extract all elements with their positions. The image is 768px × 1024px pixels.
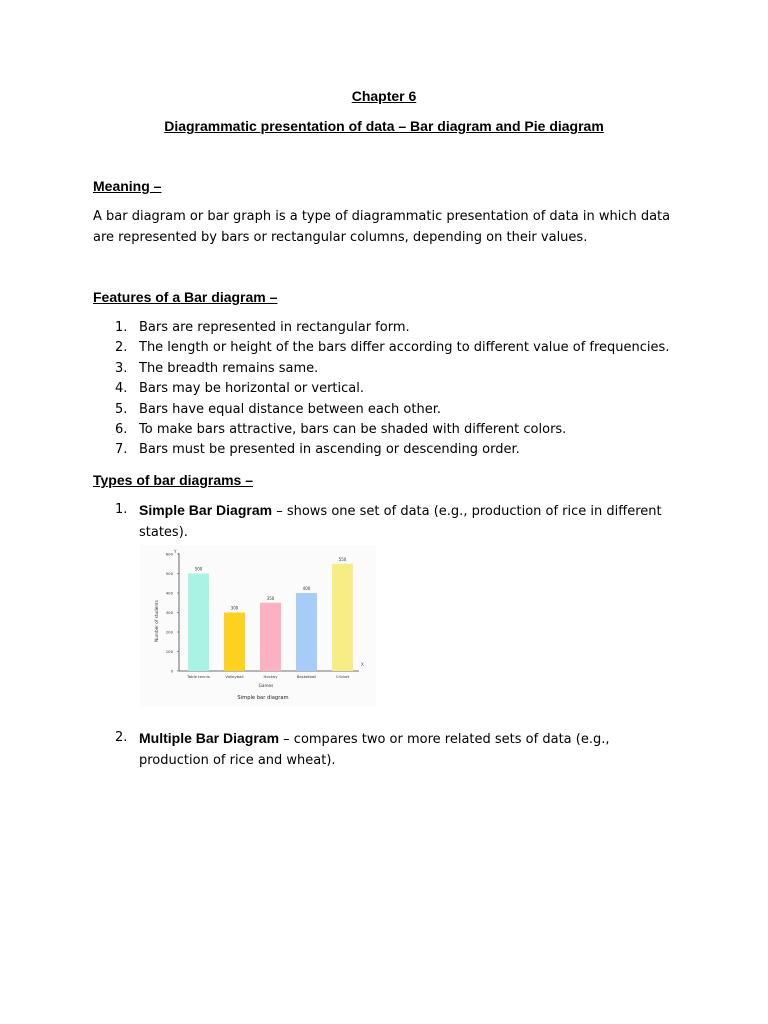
x-tick-label: Basketball (296, 674, 317, 679)
type-description: – compares two or more related sets of data (e.g., production of rice and wheat). (139, 732, 610, 768)
list-item-text: Bars must be presented in ascending or descending order. (139, 442, 520, 458)
list-item-text: Bars may be horizontal or vertical. (139, 381, 364, 397)
bar (332, 564, 353, 671)
type-title: Multiple Bar Diagram (139, 730, 280, 746)
x-tick-label: Cricket (335, 674, 350, 679)
list-item (93, 400, 669, 420)
y-tick-label: 400 (165, 590, 173, 596)
list-item (93, 379, 669, 399)
x-tick-label: Table tennis (187, 674, 210, 679)
y-tick-label: 600 (165, 551, 173, 557)
list-item (93, 318, 669, 338)
meaning-paragraph: A bar diagram or bar graph is a type of diagrammatic presentation of data in which data are represented by bars or rectangular columns, depending on their values. (93, 209, 671, 245)
bar (224, 613, 245, 672)
simple-bar-chart-figure (140, 545, 376, 707)
list-item-text: Bars are represented in rectangular form. (139, 320, 410, 335)
list-number: 3. (115, 360, 128, 376)
bar-value-label: 300 (230, 605, 239, 611)
type-item-multiple (93, 728, 683, 771)
bar (260, 603, 281, 671)
bar-value-label: 550 (338, 556, 347, 562)
features-heading: Features of a Bar diagram – (93, 289, 278, 305)
y-tick-label: 100 (165, 649, 173, 654)
list-item (93, 440, 669, 460)
list-item (93, 338, 669, 358)
bar (296, 593, 317, 671)
list-item (93, 420, 669, 440)
list-number: 7. (115, 442, 128, 458)
bar-chart (140, 545, 376, 707)
bar-value-label: 400 (302, 586, 311, 591)
list-item-text: To make bars attractive, bars can be shaded with different colors. (139, 422, 567, 438)
list-item-text: The breadth remains same. (139, 360, 319, 376)
types-heading: Types of bar diagrams – (93, 472, 254, 488)
list-item-text: The length or height of the bars differ according to different value of frequencies. (139, 340, 670, 356)
meaning-heading: Meaning – (93, 178, 162, 194)
x-axis-title: Games (258, 683, 274, 688)
list-number: 2. (115, 340, 128, 356)
list-number: 4. (115, 381, 128, 397)
y-tick-label: 300 (165, 610, 173, 615)
list-item (93, 359, 669, 379)
list-number: 1. (115, 502, 128, 517)
list-number: 2. (115, 730, 128, 745)
type-title: Simple Bar Diagram (139, 502, 273, 518)
chapter-heading: Chapter 6 (351, 88, 417, 104)
bar-value-label: 350 (266, 595, 275, 601)
bar-value-label: 500 (194, 566, 203, 572)
y-tick-label: 200 (165, 629, 173, 635)
y-tick-label: 500 (165, 571, 173, 576)
bar (188, 574, 209, 672)
list-item-text: Bars have equal distance between each other. (139, 401, 441, 417)
list-number: 1. (115, 320, 128, 335)
features-list (93, 318, 669, 461)
page-title: Diagrammatic presentation of data – Bar diagram and Pie diagram (164, 118, 604, 134)
y-axis-title: Number of students (154, 600, 159, 642)
x-axis-letter: X (361, 662, 364, 667)
list-number: 6. (115, 422, 128, 438)
y-axis-letter: Y (174, 549, 177, 554)
x-tick-label: Hockey (263, 674, 278, 679)
y-tick-label: 0 (170, 668, 173, 674)
x-tick-label: Volleyball (225, 674, 244, 679)
type-item-simple (93, 500, 683, 543)
list-number: 5. (115, 401, 128, 417)
chart-caption: Simple bar diagram (237, 695, 289, 701)
type-description: – shows one set of data (e.g., production of rice in different states). (139, 504, 662, 540)
